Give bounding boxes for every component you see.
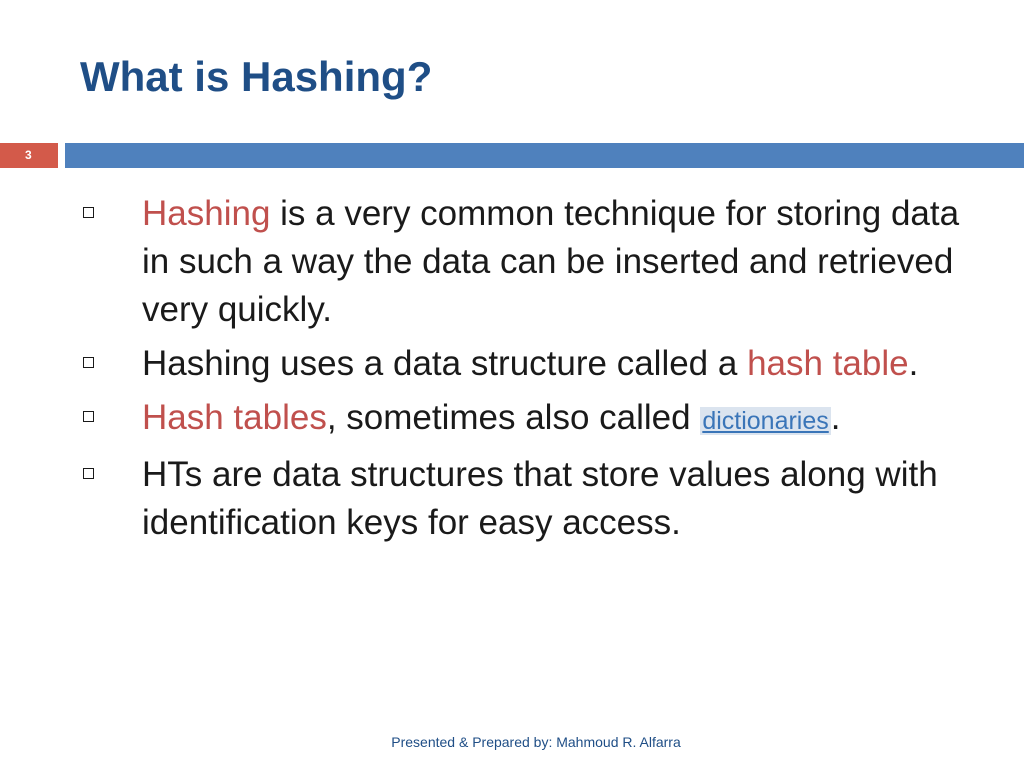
slide-number: 3: [0, 143, 58, 168]
square-bullet-icon: [83, 411, 94, 422]
title-divider-bar: [65, 143, 1024, 168]
highlighted-term: Hashing: [142, 194, 271, 233]
bullet-text-end: .: [830, 398, 841, 437]
bullet-list: [80, 190, 980, 553]
square-bullet-icon: [83, 468, 94, 479]
slide-title: What is Hashing?: [80, 53, 433, 100]
square-bullet-icon: [83, 357, 94, 368]
dictionaries-link[interactable]: dictionaries: [702, 407, 829, 435]
bullet-item-hash-table: [80, 340, 980, 388]
bullet-text: Hashing uses a data structure called a: [142, 344, 748, 383]
highlighted-term: Hash tables: [142, 398, 327, 437]
square-bullet-icon: [83, 207, 94, 218]
bullet-item-hts: [80, 451, 980, 547]
footer: [0, 734, 1024, 750]
bullet-text: , sometimes also called: [326, 398, 701, 437]
bullet-item-dictionaries: [80, 394, 980, 445]
footer-text: Presented & Prepared by: Mahmoud R. Alfarra: [391, 734, 681, 750]
highlighted-term: hash table: [747, 344, 909, 383]
bullet-item-hashing-definition: [80, 190, 980, 334]
bullet-text: is a very common technique for storing data in such a way the data can be inserted and retrieved very quickly.: [142, 194, 960, 329]
bullet-text-end: .: [908, 344, 919, 383]
bullet-text: HTs are data structures that store values along with identification keys for easy access.: [142, 455, 938, 542]
